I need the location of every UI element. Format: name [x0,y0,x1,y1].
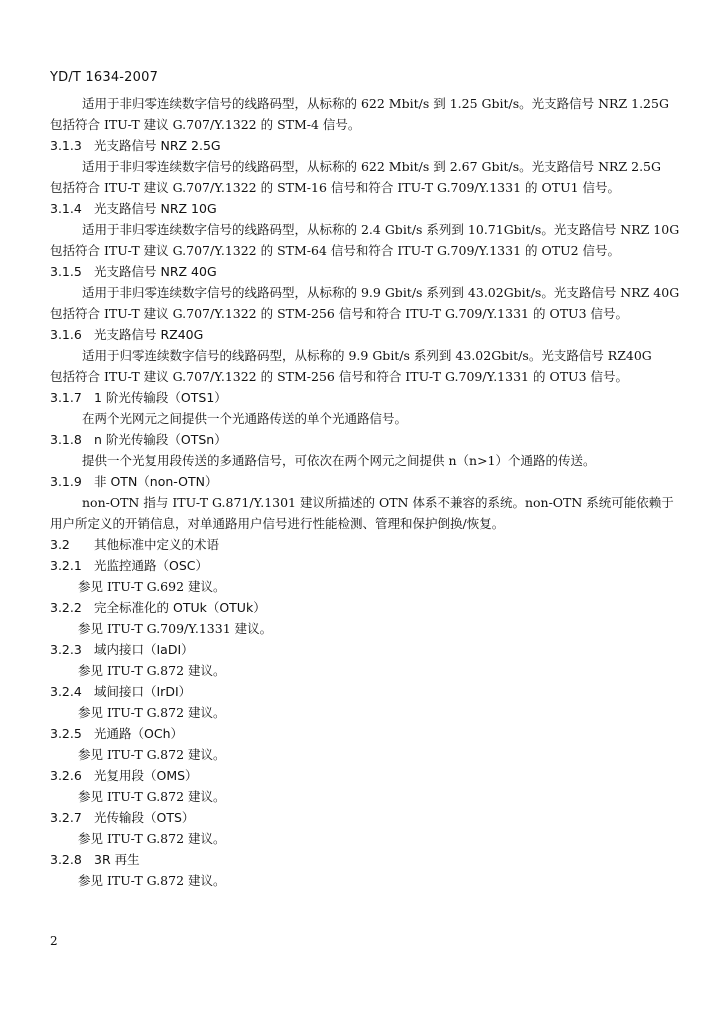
section-heading [50,390,227,406]
section-title: 域间接口（IrDI） [94,684,192,699]
section-heading [50,642,194,658]
section-heading [50,474,217,490]
section-heading [50,726,183,742]
paragraph-line: 包括符合 ITU-T 建议 G.707/Y.1322 的 STM-4 信号。 [50,117,361,132]
reference-line: 参见 ITU-T G.872 建议。 [78,831,226,846]
paragraph-line: 包括符合 ITU-T 建议 G.707/Y.1322 的 STM-256 信号和符合 ITU-T G.709/Y.1331 的 OTU3 信号。 [50,369,628,384]
section-heading [50,768,198,784]
section-number: 3.2.6 [50,768,82,783]
section-title: 3R 再生 [94,852,140,867]
section-number: 3.2.1 [50,558,82,573]
section-heading [50,264,217,280]
reference-line: 参见 ITU-T G.872 建议。 [78,789,226,804]
section-heading [50,684,191,700]
paragraph-line: 用户所定义的开销信息，对单通路用户信号进行性能检测、管理和保护倒换/恢复。 [50,516,505,531]
section-number: 3.1.9 [50,474,82,489]
paragraph-line: 适用于非归零连续数字信号的线路码型，从标称的 9.9 Gbit/s 系列到 43.02Gbit/s。光支路信号 NRZ 40G [82,285,680,300]
paragraph-line: 适用于非归零连续数字信号的线路码型，从标称的 622 Mbit/s 到 2.67 Gbit/s。光支路信号 NRZ 2.5G [82,159,661,174]
section-heading [50,327,203,343]
section-heading [50,537,219,553]
section-heading [50,600,266,616]
section-number: 3.1.8 [50,432,82,447]
section-title: 光支路信号 RZ40G [94,327,204,342]
section-title: 非 OTN（non-OTN） [94,474,218,489]
paragraph-line: 包括符合 ITU-T 建议 G.707/Y.1322 的 STM-64 信号和符合 ITU-T G.709/Y.1331 的 OTU2 信号。 [50,243,621,258]
section-number: 3.2.2 [50,600,82,615]
section-title: 其他标准中定义的术语 [94,537,220,552]
section-number: 3.2.3 [50,642,82,657]
section-title: 光复用段（OMS） [94,768,198,783]
section-heading [50,810,194,826]
paragraph-line: 在两个光网元之间提供一个光通路传送的单个光通路信号。 [82,411,408,426]
paragraph-line: 提供一个光复用段传送的多通路信号，可依次在两个网元之间提供 n（n>1）个通路的传送。 [82,453,596,468]
section-number: 3.1.5 [50,264,82,279]
reference-line: 参见 ITU-T G.872 建议。 [78,873,226,888]
section-heading [50,201,217,217]
reference-line: 参见 ITU-T G.872 建议。 [78,747,226,762]
section-heading [50,558,208,574]
section-number: 3.1.3 [50,138,82,153]
reference-line: 参见 ITU-T G.872 建议。 [78,705,226,720]
section-number: 3.2.7 [50,810,82,825]
section-title: 完全标准化的 OTUk（OTUk） [94,600,266,615]
section-number: 3.2.8 [50,852,82,867]
paragraph-line: 适用于非归零连续数字信号的线路码型，从标称的 622 Mbit/s 到 1.25 Gbit/s。光支路信号 NRZ 1.25G [82,96,669,111]
section-title: 光支路信号 NRZ 2.5G [94,138,221,153]
section-title: 光通路（OCh） [94,726,183,741]
page-number: 2 [50,934,58,948]
paragraph-line: 包括符合 ITU-T 建议 G.707/Y.1322 的 STM-256 信号和符合 ITU-T G.709/Y.1331 的 OTU3 信号。 [50,306,628,321]
section-heading [50,432,227,448]
section-number: 3.2.4 [50,684,82,699]
section-title: 域内接口（IaDI） [94,642,194,657]
section-title: n 阶光传输段（OTSn） [94,432,227,447]
section-number: 3.1.6 [50,327,82,342]
section-heading [50,852,140,868]
section-number: 3.1.4 [50,201,82,216]
reference-line: 参见 ITU-T G.709/Y.1331 建议。 [78,621,273,636]
section-number: 3.2.5 [50,726,82,741]
section-title: 光支路信号 NRZ 10G [94,201,217,216]
section-heading [50,138,221,154]
paragraph-line: 适用于归零连续数字信号的线路码型，从标称的 9.9 Gbit/s 系列到 43.02Gbit/s。光支路信号 RZ40G [82,348,652,363]
section-title: 1 阶光传输段（OTS1） [94,390,227,405]
section-title: 光监控通路（OSC） [94,558,209,573]
section-title: 光传输段（OTS） [94,810,195,825]
paragraph-line: non-OTN 指与 ITU-T G.871/Y.1301 建议所描述的 OTN 体系不兼容的系统。non-OTN 系统可能依赖于 [82,495,674,510]
section-title: 光支路信号 NRZ 40G [94,264,217,279]
document-header-id: YD/T 1634-2007 [50,70,159,85]
reference-line: 参见 ITU-T G.872 建议。 [78,663,226,678]
section-number: 3.1.7 [50,390,82,405]
paragraph-line: 适用于非归零连续数字信号的线路码型，从标称的 2.4 Gbit/s 系列到 10.71Gbit/s。光支路信号 NRZ 10G [82,222,680,237]
section-number: 3.2 [50,537,70,552]
paragraph-line: 包括符合 ITU-T 建议 G.707/Y.1322 的 STM-16 信号和符合 ITU-T G.709/Y.1331 的 OTU1 信号。 [50,180,621,195]
reference-line: 参见 ITU-T G.692 建议。 [78,579,226,594]
